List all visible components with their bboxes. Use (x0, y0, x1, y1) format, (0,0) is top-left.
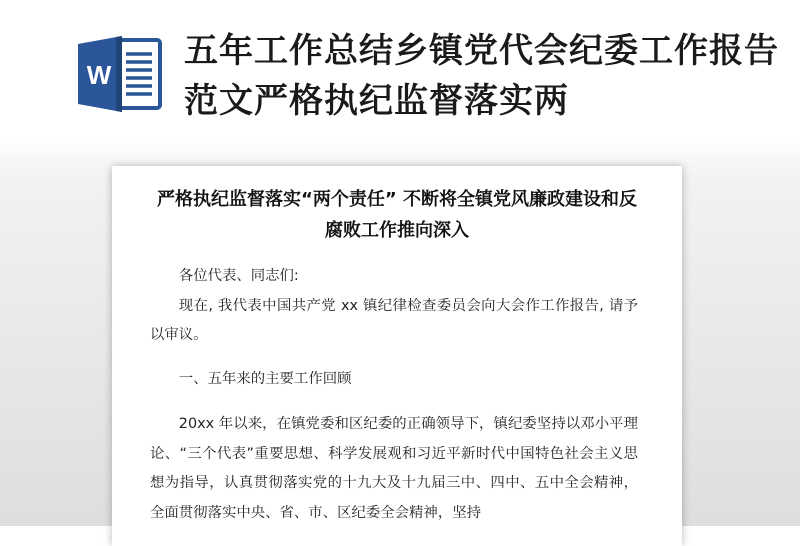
page-heading: 严格执纪监督落实“两个责任” 不断将全镇党风廉政建设和反腐败工作推向深入 (157, 189, 637, 241)
document-page-preview (112, 166, 682, 546)
paragraph-intro: 现在, 我代表中国共产党 xx 镇纪律检查委员会向大会作工作报告, 请予以审议。 (150, 297, 638, 343)
document-header (0, 0, 800, 150)
document-title: 五年工作总结乡镇党代会纪委工作报告范文严格执纪监督落实两 (184, 31, 779, 121)
paragraph-review: 20xx 年以来，在镇党委和区纪委的正确领导下，镇纪委坚持以邓小平理论、“三个代表”重要思想、科学发展观和习近平新时代中国特色社会主义思想为指导，认真贯彻落实党的十九大及十九届三中、四中、五中全会精神，全面贯彻落实中央、省、市、区纪委全会精神，坚持 (150, 416, 638, 521)
word-document-icon (76, 34, 164, 114)
salutation: 各位代表、同志们: (178, 268, 299, 284)
word-icon-letter: W (86, 60, 112, 90)
section-title: 一、五年来的主要工作回顾 (178, 370, 352, 387)
